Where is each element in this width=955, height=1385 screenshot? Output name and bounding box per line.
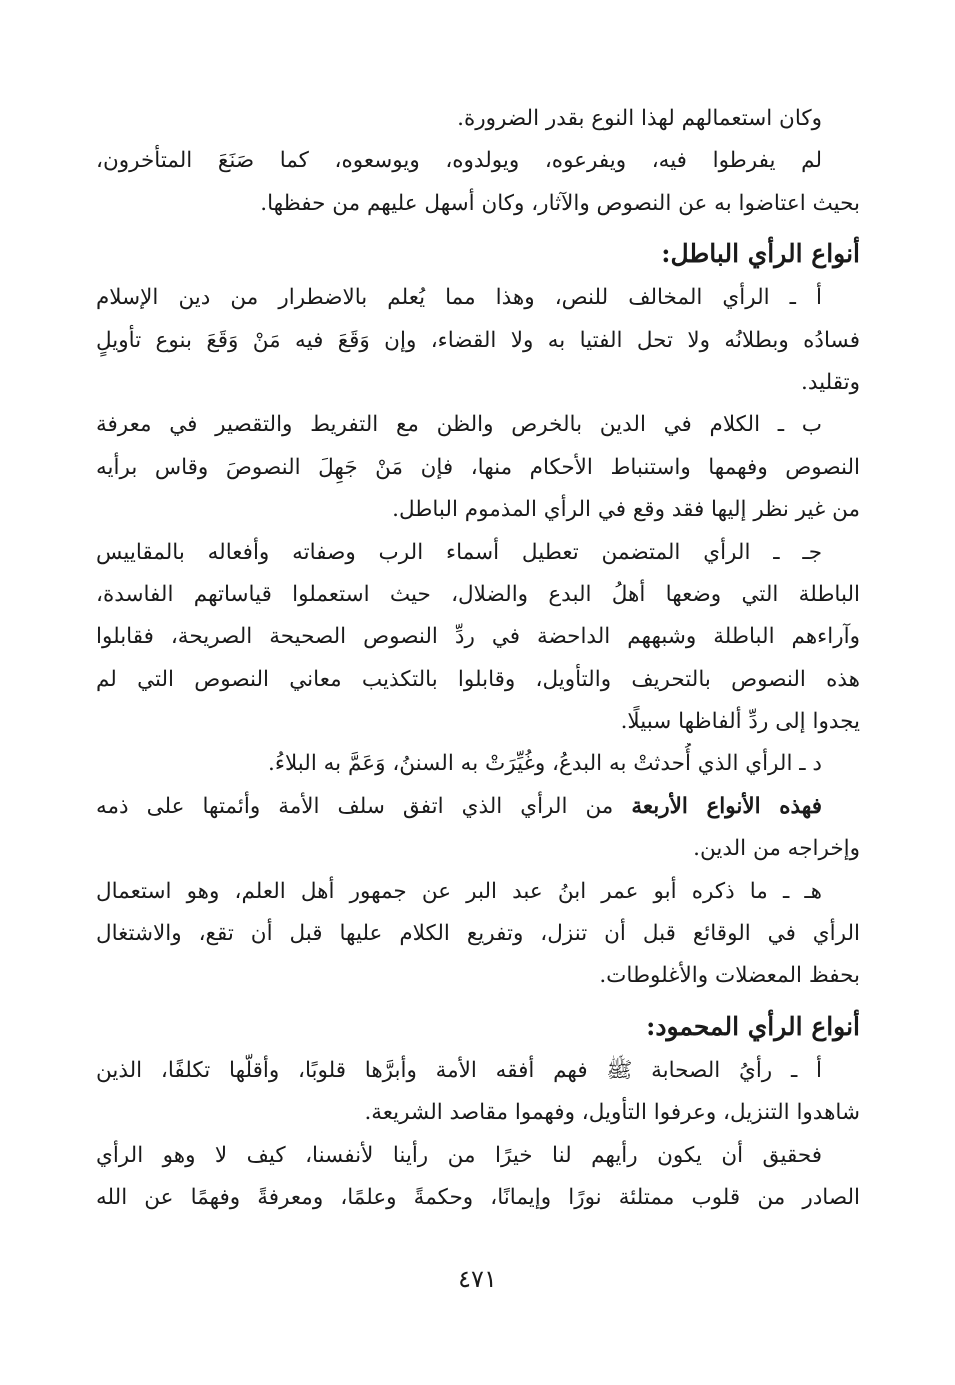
text-line: يجدوا إلى ردِّ ألفاظها سبيلًا. bbox=[620, 709, 860, 735]
text-line: ب ـ الكلام في الدين بالخرص والظن مع التفريط والتقصير في معرفة bbox=[96, 412, 822, 438]
paragraph-summary bbox=[96, 786, 860, 871]
text-line: فحقيق أن يكون رأيهم لنا خيرًا من رأينا لأنفسنا، كيف لا وهو الرأي bbox=[96, 1142, 822, 1168]
text-line: جـ ـ الرأي المتضمن تعطيل أسماء الرب وصفاته وأفعاله بالمقاييس bbox=[96, 539, 822, 565]
text-line: لم يفرطوا فيه، ويفرعوه، ويولدوه، ويوسعوه، كما صَنَعَ المتأخرون، bbox=[96, 148, 822, 174]
section-heading-praised-opinion: أنواع الرأي المحمود: bbox=[646, 1011, 860, 1041]
text-line: وكان استعمالهم لهذا النوع بقدر الضرورة. bbox=[457, 106, 822, 131]
text-line: وآراءهم الباطلة وشبههم الداحضة في ردِّ النصوص الصحيحة الصريحة، فقابلوا bbox=[96, 624, 860, 650]
text-line: د ـ الرأي الذي أُحدثتْ به البدعُ، وغُيِّرَتْ به السننُ، وَعَمَّ به البلاءُ. bbox=[268, 751, 822, 777]
item-ba-false bbox=[96, 404, 860, 531]
text-line: الباطلة التي وضعها أهلُ البدع والضلال، حيث استعملوا قياساتهم الفاسدة، bbox=[96, 581, 860, 607]
paragraph-usage bbox=[96, 98, 860, 140]
text-line: شاهدوا التنزيل، وعرفوا التأويل، وفهموا مقاصد الشريعة. bbox=[364, 1100, 860, 1126]
paragraph-excess bbox=[96, 140, 860, 225]
text-line: أ ـ رأيُ الصحابة ﷺ فهم أفقه الأمة وأبرَّها قلوبًا، وأقلّها تكلفًا، الذين bbox=[96, 1057, 822, 1083]
text-line: هذه النصوص بالتحريف والتأويل، وقابلوا بالتكذيب معاني النصوص التي لم bbox=[96, 666, 860, 692]
summary-bold-phrase: فهذه الأنواع الأربعة bbox=[631, 793, 822, 819]
text-line: وإخراجه من الدين. bbox=[693, 836, 860, 862]
item-alif-false bbox=[96, 277, 860, 404]
item-ha-false bbox=[96, 871, 860, 998]
paragraph-final bbox=[96, 1135, 860, 1220]
text-line: بحفظ المعضلات والأغلوطات. bbox=[599, 963, 860, 989]
text-line: هـ ـ ما ذكره أبو عمر ابنُ عبد البر عن جمهور أهل العلم، وهو استعمال bbox=[96, 878, 822, 904]
item-dal-false bbox=[96, 743, 860, 785]
text-line: بحيث اعتاضوا به عن النصوص والآثار، وكان أسهل عليهم من حفظها. bbox=[260, 190, 860, 216]
item-jim-false bbox=[96, 532, 860, 744]
text-line: من غير نظر إليها فقد وقع في الرأي المذموم الباطل. bbox=[392, 497, 860, 523]
page-body bbox=[96, 98, 860, 1219]
text-line: فسادُه وبطلانُه ولا تحل الفتيا به ولا القضاء، وإن وَقَعَ فيه مَنْ وَقَعَ بنوع تأويلٍ bbox=[96, 327, 860, 353]
text-line: الصادر من قلوب ممتلئة نورًا وإيمانًا، وحكمةً وعلمًا، ومعرفةً وفهمًا عن الله bbox=[96, 1184, 860, 1210]
item-alif-praised bbox=[96, 1050, 860, 1135]
section-heading-false-opinion: أنواع الرأي الباطل: bbox=[661, 239, 860, 269]
text-line bbox=[96, 786, 860, 828]
text-line: أ ـ الرأي المخالف للنص، وهذا مما يُعلم بالاضطرار من دين الإسلام bbox=[96, 285, 822, 311]
summary-text: من الرأي الذي اتفق سلف الأمة وأئمتها على ذمه bbox=[96, 793, 632, 819]
text-line: وتقليد. bbox=[801, 369, 860, 395]
text-line: الرأي في الوقائع قبل أن تنزل، وتفريع الكلام عليها قبل أن تقع، والاشتغال bbox=[96, 921, 860, 947]
page-number: ٤٧١ bbox=[458, 1265, 497, 1293]
text-line: النصوص وفهمها واستنباط الأحكام منها، فإن مَنْ جَهِلَ النصوصَ وقاس برأيه bbox=[96, 454, 860, 480]
